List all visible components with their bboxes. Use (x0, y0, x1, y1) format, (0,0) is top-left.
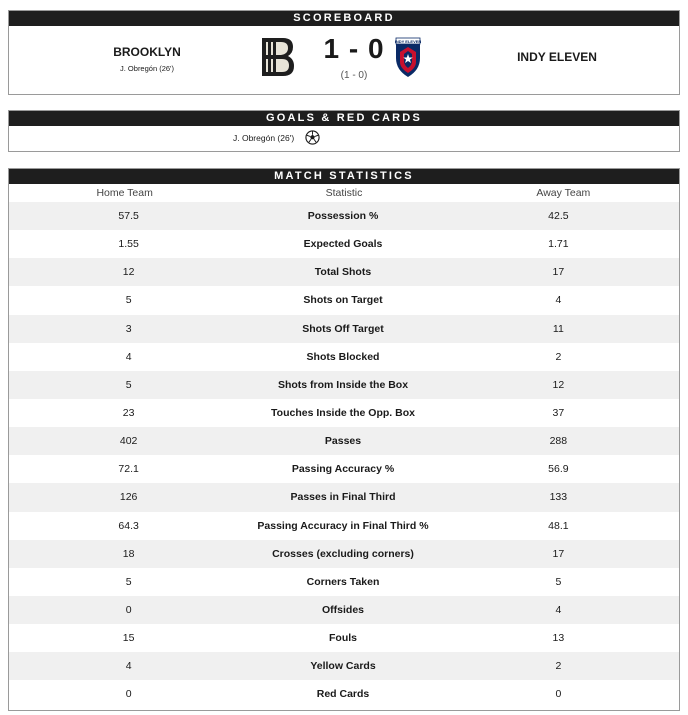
stat-away-value: 56.9 (548, 463, 569, 476)
stat-home-value: 5 (125, 575, 132, 588)
stat-away-value: 13 (552, 632, 565, 645)
stat-away-value: 42.5 (548, 210, 569, 222)
stat-away-value: 12 (552, 378, 565, 391)
table-row (9, 483, 679, 511)
stat-away-value: 2 (555, 350, 562, 363)
scoreboard-header: SCOREBOARD (9, 11, 679, 26)
table-row (9, 568, 679, 596)
stat-label: Corners Taken (306, 575, 380, 588)
stat-label: Touches Inside the Opp. Box (271, 406, 415, 419)
table-row (9, 230, 679, 258)
goals-panel (8, 110, 680, 152)
table-row (9, 286, 679, 314)
stat-label: Red Cards (316, 688, 370, 701)
stat-label: Shots from Inside the Box (277, 378, 409, 391)
stat-away-value: 0 (555, 688, 562, 701)
stat-away-value: 17 (552, 266, 565, 279)
stats-header: MATCH STATISTICS (9, 169, 679, 184)
stat-away-value: 133 (549, 491, 568, 504)
match-score: 1 - 0 (323, 33, 385, 64)
column-statistic: Statistic (325, 187, 363, 199)
stats-table-body (9, 202, 679, 709)
match-statistics-panel (8, 168, 680, 711)
stat-label: Passing Accuracy % (291, 463, 395, 476)
stat-away-value: 48.1 (548, 519, 569, 532)
stat-away-value: 2 (555, 660, 562, 673)
stat-label: Crosses (excluding corners) (272, 547, 414, 560)
column-home-team: Home Team (96, 187, 153, 199)
stat-away-value: 4 (555, 294, 562, 307)
stat-away-value: 17 (552, 547, 565, 560)
stat-home-value: 23 (122, 406, 135, 419)
stat-home-value: 5 (125, 294, 132, 307)
indy-eleven-crest-icon[interactable] (395, 36, 421, 79)
stat-away-value: 4 (555, 603, 562, 616)
away-team-name[interactable]: INDY ELEVEN (517, 50, 597, 64)
indy-logo-text: INDY ELEVEN (395, 38, 421, 44)
table-row (9, 596, 679, 624)
scoreboard-body (9, 26, 679, 95)
stat-label: Expected Goals (303, 238, 383, 251)
stat-label: Shots on Target (303, 294, 383, 307)
table-row (9, 540, 679, 568)
stat-home-value: 0 (125, 688, 132, 701)
stat-away-value: 37 (552, 406, 565, 419)
stat-home-value: 57.5 (118, 210, 139, 222)
stat-away-value: 1.71 (548, 238, 569, 251)
table-row (9, 258, 679, 286)
stat-home-value: 4 (125, 660, 132, 673)
stat-home-value: 18 (122, 547, 135, 560)
table-row (9, 455, 679, 483)
stat-away-value: 5 (555, 575, 562, 588)
brooklyn-crest-icon[interactable] (259, 36, 295, 78)
table-row (9, 343, 679, 371)
home-team-name[interactable]: BROOKLYN (113, 45, 181, 59)
scoreboard-panel (8, 10, 680, 95)
stat-label: Shots Blocked (306, 350, 380, 363)
stat-away-value: 288 (549, 435, 568, 448)
stat-label: Possession % (307, 210, 379, 222)
stat-home-value: 72.1 (118, 463, 139, 476)
stat-home-value: 126 (119, 491, 138, 504)
stat-label: Total Shots (314, 266, 372, 279)
stat-home-value: 402 (119, 435, 138, 448)
table-row (9, 427, 679, 455)
stat-away-value: 11 (552, 322, 564, 335)
soccer-ball-icon (305, 130, 320, 145)
stat-home-value: 4 (125, 350, 132, 363)
stat-home-value: 15 (122, 632, 135, 645)
stat-label: Passes (324, 435, 362, 448)
stat-label: Passes in Final Third (290, 491, 396, 504)
table-row (9, 399, 679, 427)
stat-home-value: 12 (122, 266, 135, 279)
halftime-score: (1 - 0) (340, 70, 368, 81)
stat-home-value: 0 (125, 603, 132, 616)
stat-home-value: 1.55 (118, 238, 139, 251)
table-row (9, 680, 679, 708)
table-row (9, 512, 679, 540)
table-row (9, 371, 679, 399)
stat-label: Yellow Cards (310, 660, 376, 673)
table-row (9, 202, 679, 230)
stat-label: Passing Accuracy in Final Third % (257, 519, 429, 532)
stat-home-value: 3 (125, 322, 132, 335)
goal-event-row (9, 126, 679, 152)
table-row (9, 624, 679, 652)
column-away-team: Away Team (536, 187, 591, 199)
away-team (507, 50, 607, 64)
home-scorer: J. Obregón (26') (120, 64, 174, 73)
stats-column-headers (9, 184, 679, 202)
home-team (109, 45, 185, 73)
stat-home-value: 64.3 (118, 519, 139, 532)
goal-scorer: J. Obregón (26') (233, 133, 295, 143)
table-row (9, 315, 679, 343)
table-row (9, 652, 679, 680)
stat-label: Shots Off Target (302, 322, 384, 335)
stat-label: Offsides (321, 603, 364, 616)
goals-header: GOALS & RED CARDS (9, 111, 679, 126)
stat-home-value: 5 (125, 378, 132, 391)
stat-label: Fouls (329, 632, 357, 645)
